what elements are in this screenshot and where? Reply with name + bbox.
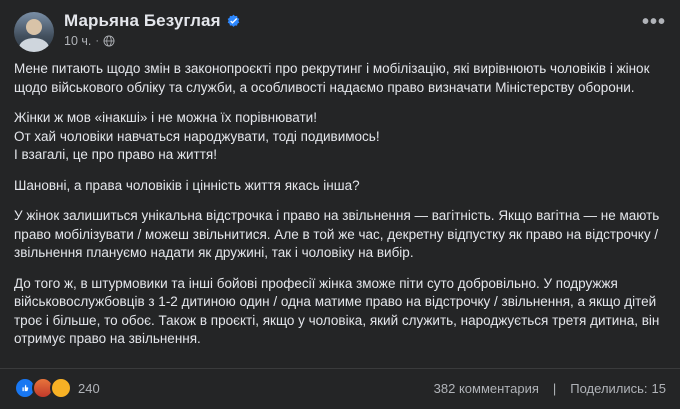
post-paragraph-4: У жінок залишиться унікальна відстрочка і право на звільнення — вагітність. Якщо вагітна — не мають право мобілізувати / можеш звільнитися. Але в той же час, декретну відпустку як право на відстрочку / звільнення плануємо надати як дружині, так і чоловіку на вибір. [14,208,660,260]
post-paragraph-1: Мене питають щодо змін в законопроєкті про рекрутинг і мобілізацію, які вирівнюють чоловіків і жінок щодо військового обліку та служби, а особливості надаємо право визначати Міністерству оборони. [14,61,650,95]
post-footer [0,368,680,409]
post-timestamp[interactable]: 10 ч. [64,34,92,48]
haha-reaction-icon [50,377,72,399]
post-paragraph-2 [14,109,666,165]
author-name-row [64,11,241,31]
comments-count[interactable]: 382 комментария [433,380,539,396]
author-name[interactable]: Марьяна Безуглая [64,11,221,30]
post-paragraph-2-line-2: От хай чоловіки навчаться народжувати, тоді подивимось! [14,128,380,144]
post-author-block [64,10,241,48]
post-paragraph-2-line-1: Жінки ж мов «інакші» і не можна їх порівнювати! [14,110,317,125]
avatar[interactable] [14,12,54,52]
post-meta [64,34,241,48]
post-more-options-button[interactable]: ••• [641,11,666,33]
post-body [0,56,680,368]
post-paragraph-3: Шановні, а права чоловіків і цінність життя якась інша? [14,177,360,193]
stats-separator: | [552,380,557,396]
reaction-count: 240 [78,380,100,396]
post-header [0,0,680,56]
verified-badge-icon [226,14,241,29]
post-stats [434,381,666,396]
post-paragraph-5: До того ж, в штурмовики та інші бойові професії жінка зможе піти суто добровільно. У подружжя військовослужбовців з 1-2 дитиною один / одна матиме право на відстрочку / звільнення, а якщо дітей троє і більше, то обоє. Також в проєкті, якщо у чоловіка, який служить, народжується третя дитина, він отримує право на звільнення. [14,275,660,346]
shares-count: 15 [651,380,666,396]
shares-label: Поделились: [570,380,648,396]
post-paragraph-2-line-3: І взагалі, це про право на життя! [14,147,217,162]
reactions-summary[interactable] [14,377,100,399]
globe-icon[interactable] [103,35,115,47]
meta-separator: · [95,35,100,47]
